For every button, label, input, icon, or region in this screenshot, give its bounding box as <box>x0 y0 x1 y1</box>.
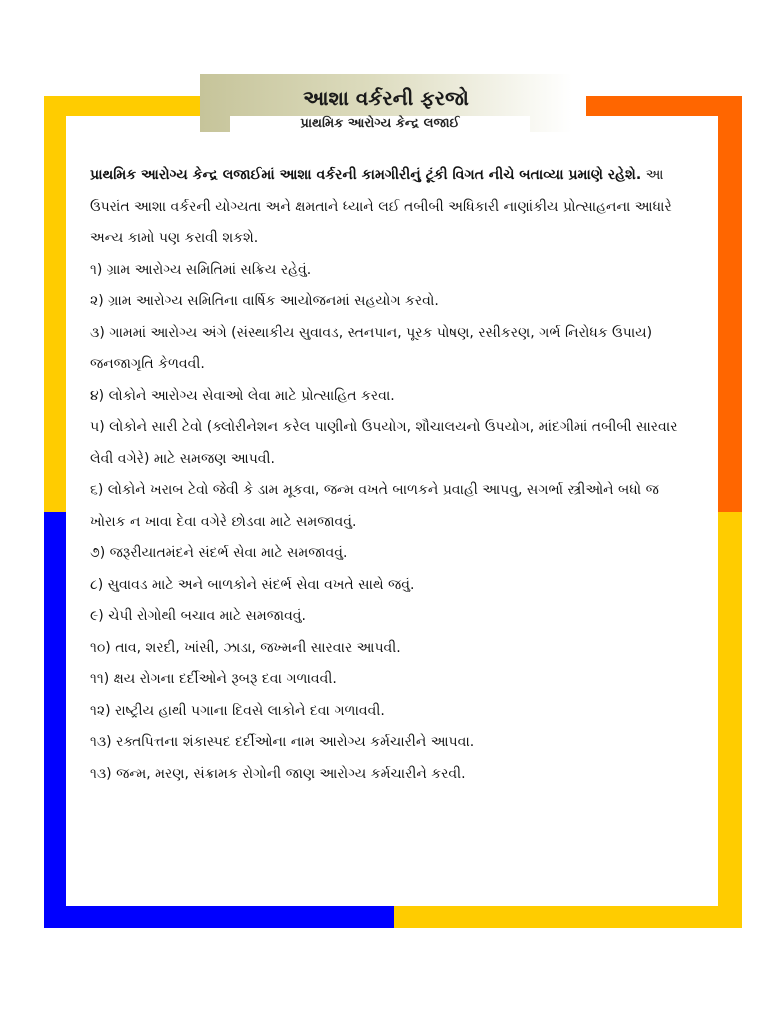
duty-item: ૧૩) રક્તપિત્તના શંકાસ્પદ દર્દીઓના નામ આરોગ્ય કર્મચારીને આપવા. <box>90 734 475 750</box>
duty-item: ૫) લોકોને સારી ટેવો (ક્લોરીનેશન કરેલ પાણીનો ઉપયોગ, શૌચાલયનો ઉપયોગ, માંદગીમાં તબીબી સારવાર લેવી વગેરે) માટે સમજણ આપવી. <box>90 419 678 467</box>
frame-yellow-right <box>718 512 742 928</box>
intro-text: આ ઉપરાંત આશા વર્કરની યોગ્યતા અને ક્ષમતાને ધ્યાને લઈ તબીબી અધિકારી નાણાંકીય પ્રોત્સાહનના આધારે અન્ય કામો પણ કરાવી શકશે. <box>90 167 672 246</box>
frame-yellow-bottom <box>394 906 742 928</box>
frame-blue-left <box>44 512 66 928</box>
frame-yellow-left <box>44 96 66 512</box>
duty-item: ૧૧) ક્ષય રોગના દર્દીઓને રૂબરૂ દવા ગળાવવી. <box>90 671 337 687</box>
duty-item: ૧૨) રાષ્ટ્રીય હાથી પગાના દિવસે લાકોને દવા ગળાવવી. <box>90 702 385 719</box>
intro-paragraph <box>90 160 690 255</box>
intro-bold-text: પ્રાથમિક આરોગ્ય કેન્દ્ર લજાઈમાં આશા વર્કરની કામગીરીનું ટૂંકી વિગત નીચે બતાવ્યા પ્રમાણે રહેશે. <box>90 167 642 183</box>
page-title: આશા વર્કરની ફરજો <box>303 86 469 110</box>
duties-list <box>90 255 690 791</box>
frame-blue-bottom <box>44 906 394 928</box>
frame-yellow-top <box>44 96 204 116</box>
duty-item: ૯) ચેપી રોગોથી બચાવ માટે સમજાવવું. <box>90 608 306 624</box>
document-body <box>90 160 690 790</box>
duty-item: ૮) સુવાવડ માટે અને બાળકોને સંદર્ભ સેવા વખતે સાથે જવું. <box>90 576 415 593</box>
duty-item: ૬) લોકોને ખરાબ ટેવો જેવી કે ડામ મૂકવા, જન્મ વખતે બાળકને પ્રવાહી આપવુ, સગર્ભા સ્ત્રીઓને બધો જ ખોરાક ન ખાવા દેવા વગેરે છોડવા માટે સમજાવવું. <box>90 482 659 530</box>
duty-item: ૧૦) તાવ, શરદી, ખાંસી, ઝાડા, જખ્મની સારવાર આપવી. <box>90 639 401 656</box>
duty-item: ૩) ગામમાં આરોગ્ય અંગે (સંસ્થાકીય સુવાવડ, સ્તનપાન, પૂરક પોષણ, રસીકરણ, ગર્ભ નિરોધક ઉપાય) જનજાગૃતિ કેળવવી. <box>90 324 653 372</box>
frame-orange-top <box>586 96 742 116</box>
duty-item: ૪) લોકોને આરોગ્ય સેવાઓ લેવા માટે પ્રોત્સાહિત કરવા. <box>90 387 395 404</box>
duty-item: ૧) ગ્રામ આરોગ્ય સમિતિમાં સક્રિય રહેવું. <box>90 261 312 278</box>
duty-item: ૭) જરૂરીયાતમંદને સંદર્ભ સેવા માટે સમજાવવું. <box>90 545 348 561</box>
page-subtitle: પ્રાથમિક આરોગ્ય કેન્દ્ર લજાઈ <box>230 116 530 132</box>
title-banner <box>200 74 572 132</box>
duty-item: ૨) ગ્રામ આરોગ્ય સમિતિના વાર્ષિક આયોજનમાં સહયોગ કરવો. <box>90 293 439 309</box>
duty-item: ૧૩) જન્મ, મરણ, સંક્રામક રોગોની જાણ આરોગ્ય કર્મચારીને કરવી. <box>90 765 466 782</box>
frame-orange-right <box>718 96 742 512</box>
